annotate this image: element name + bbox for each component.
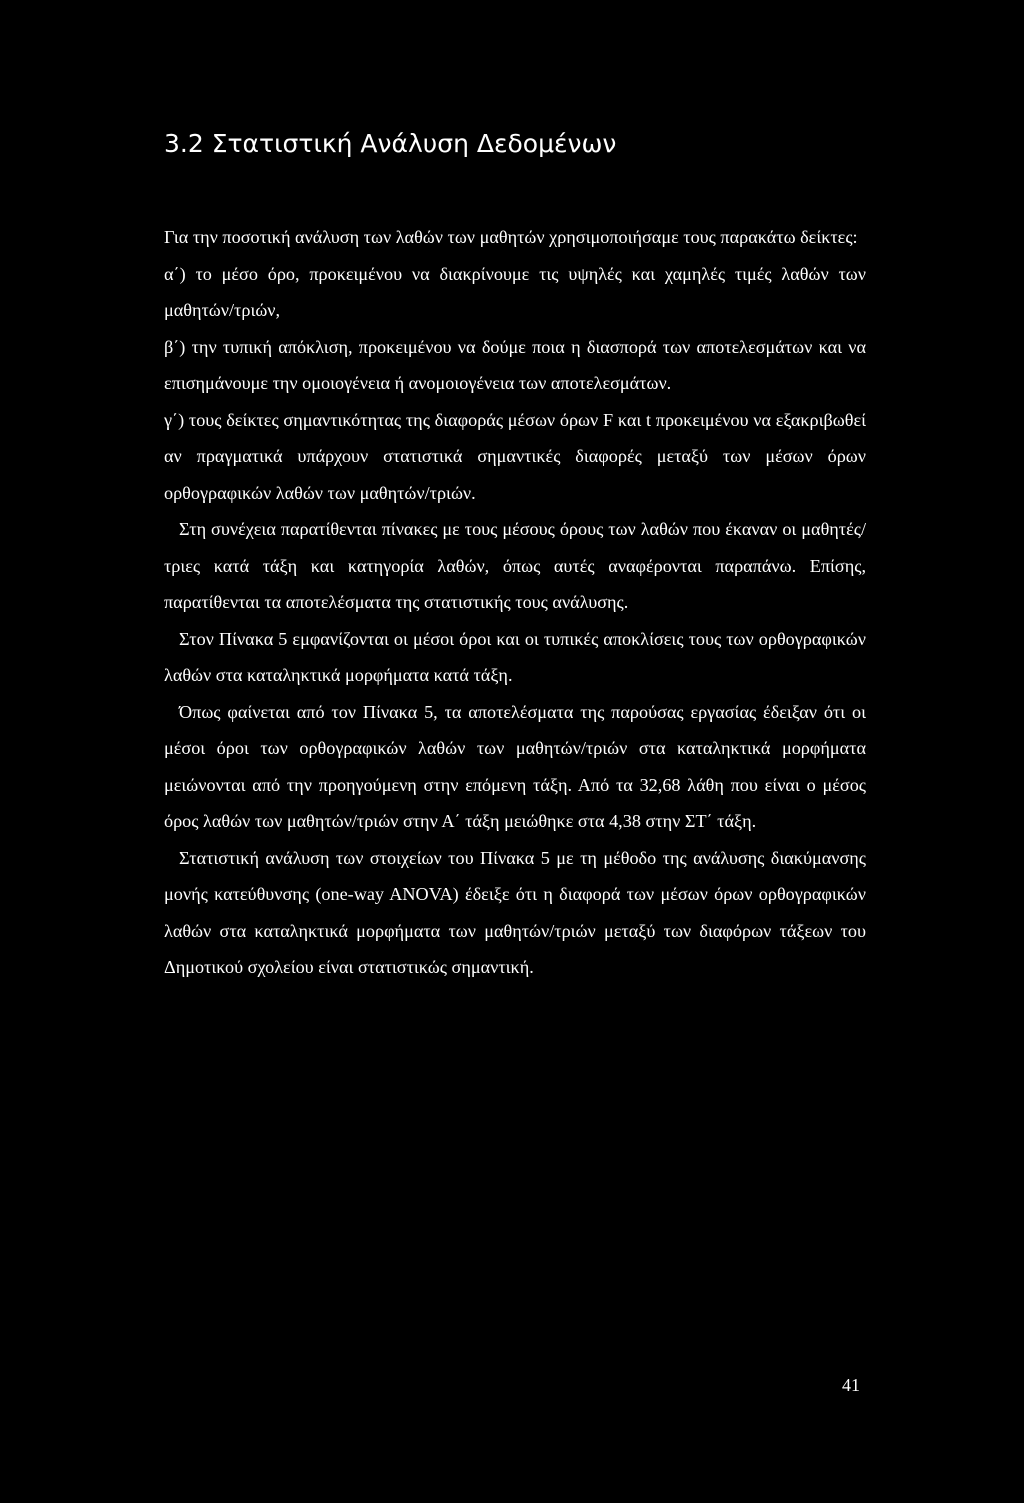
- section-heading: 3.2 Στατιστική Ανάλυση Δεδομένων: [164, 129, 617, 158]
- paragraph-results: Όπως φαίνεται από τον Πίνακα 5, τα αποτελέσματα της παρούσας εργασίας έδειξαν ότι οι μέσοι όροι των ορθογραφικών λαθών των μαθητών/τριών στα καταληκτικά μορφήματα μειώνονται από την προηγούμενη στην επόμενη τάξη. Από τα 32,68 λάθη που είναι ο μέσος όρος λαθών των μαθητών/τριών στην Α΄ τάξη μειώθηκε στα 4,38 στην ΣΤ΄ τάξη.: [164, 701, 866, 831]
- paragraph-item-b: β΄) την τυπική απόκλιση, προκειμένου να δούμε ποια η διασπορά των αποτελεσμάτων και να επισημάνουμε την ομοιογένεια ή ανομοιογένεια των αποτελεσμάτων.: [164, 336, 866, 393]
- paragraph-item-a: α΄) το μέσο όρο, προκειμένου να διακρίνουμε τις υψηλές και χαμηλές τιμές λαθών των μαθητών/τριών,: [164, 263, 866, 320]
- paragraph-anova: Στατιστική ανάλυση των στοιχείων του Πίνακα 5 με τη μέθοδο της ανάλυσης διακύμανσης μονής κατεύθυνσης (one-way ANOVA) έδειξε ότι η διαφορά των μέσων όρων ορθογραφικών λαθών στα καταληκτικά μορφήματα των μαθητών/τριών μεταξύ των διαφόρων τάξεων του Δημοτικού σχολείου είναι στατιστικώς σημαντική.: [164, 847, 866, 977]
- paragraph-tables-intro: Στη συνέχεια παρατίθενται πίνακες με τους μέσους όρους των λαθών που έκαναν οι μαθητές/τριες κατά τάξη και κατηγορία λαθών, όπως αυτές αναφέρονται παραπάνω. Επίσης, παρατίθενται τα αποτελέσματα της στατιστικής τους ανάλυσης.: [164, 519, 866, 612]
- page-number: 41: [842, 1375, 860, 1395]
- paragraph-intro: Για την ποσοτική ανάλυση των λαθών των μαθητών χρησιμοποιήσαμε τους παρακάτω δείκτες:: [164, 227, 858, 247]
- body-text: [164, 219, 866, 986]
- paragraph-item-c: γ΄) τους δείκτες σημαντικότητας της διαφοράς μέσων όρων F και t προκειμένου να εξακριβωθεί αν πραγματικά υπάρχουν στατιστικά σημαντικές διαφορές μεταξύ των μέσων όρων ορθογραφικών λαθών των μαθητών/τριών.: [164, 409, 866, 503]
- paragraph-table-5: Στον Πίνακα 5 εμφανίζονται οι μέσοι όροι και οι τυπικές αποκλίσεις τους των ορθογραφικών λαθών στα καταληκτικά μορφήματα κατά τάξη.: [164, 628, 866, 685]
